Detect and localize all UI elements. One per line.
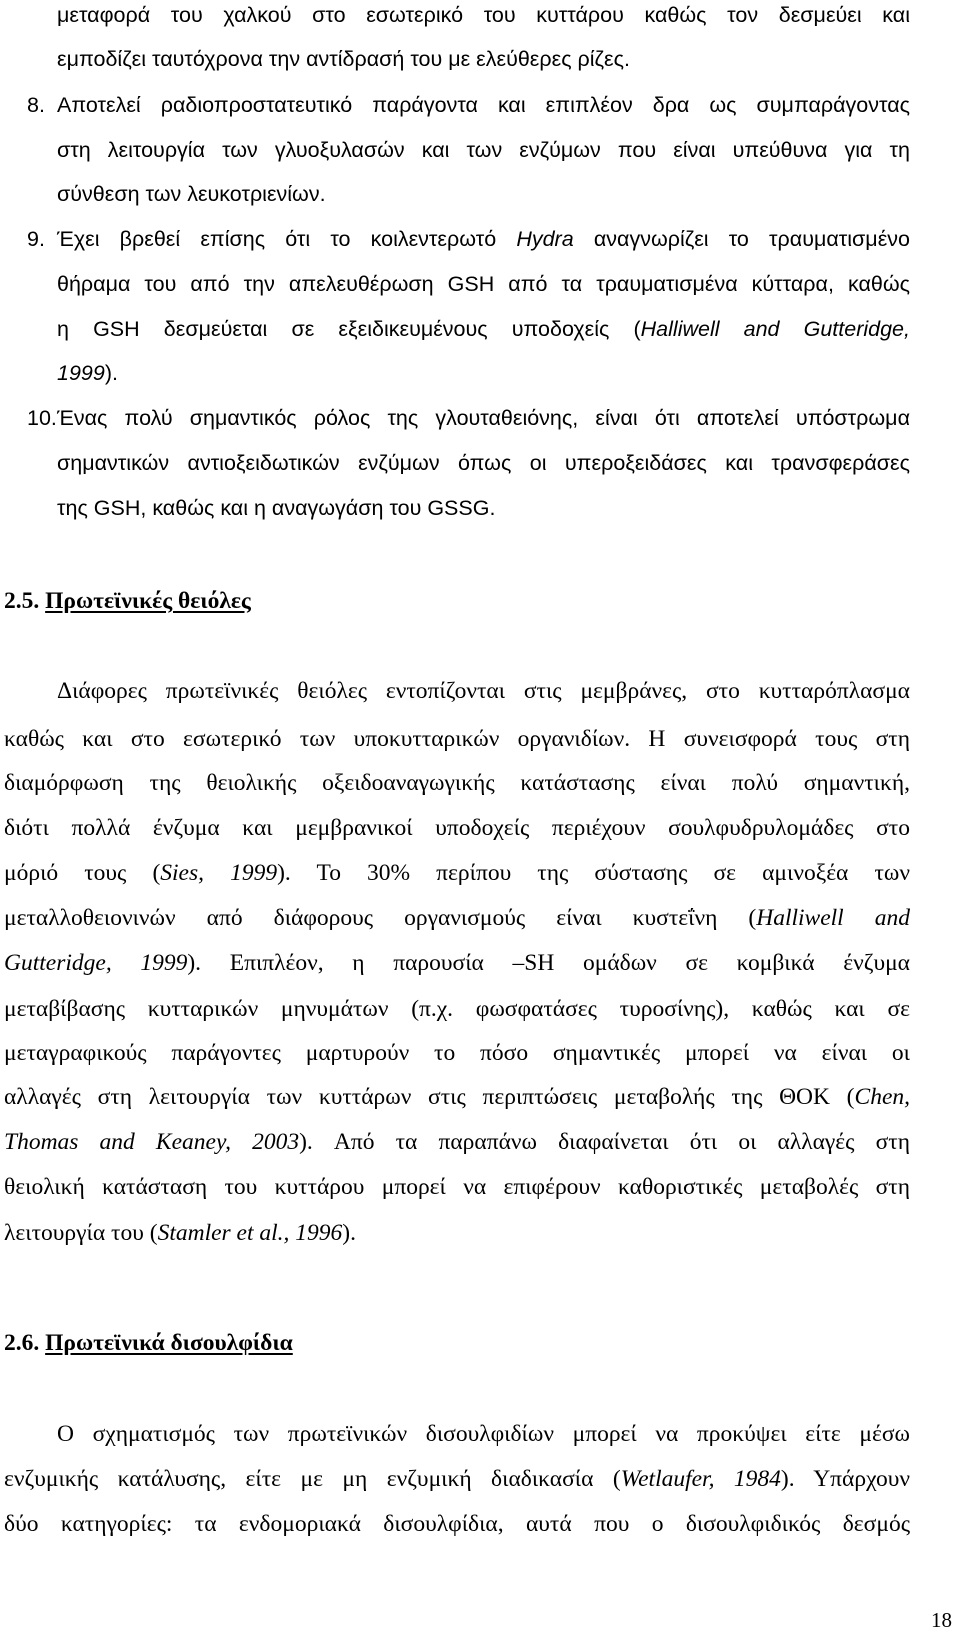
section-2-5-line-13: λειτουργία του (Stamler et al., 1996). <box>4 1220 356 1246</box>
list-item-9-line-2: θήραμα του από την απελευθέρωση GSH από τα τραυματισμένα κύτταρα, καθώς <box>57 272 910 296</box>
citation: Sies, 1999 <box>160 860 278 886</box>
list-item-8-line-2: στη λειτουργία των γλυοξυλασών και των ενζύμων που είναι υπεύθυνα για τη <box>57 138 910 162</box>
section-2-5-line-11: Thomas and Keaney, 2003). Από τα παραπάνω διαφαίνεται ότι οι αλλαγές στη <box>4 1129 911 1155</box>
section-heading-2-6: 2.6. Πρωτεϊνικά δισουλφίδια <box>4 1330 293 1356</box>
section-2-5-line-7: Gutteridge, 1999). Επιπλέον, η παρουσία –SH ομάδων σε κομβικά ένζυμα <box>4 950 910 976</box>
list-item-10-line-2: σημαντικών αντιοξειδωτικών ενζύμων όπως οι υπεροξειδάσες και τρανσφεράσες <box>57 451 910 475</box>
list-item-10-line-3: της GSH, καθώς και η αναγωγάση του GSSG. <box>57 496 496 520</box>
section-2-6-line-3: δύο κατηγορίες: τα ενδομοριακά δισουλφίδια, αυτά που ο δισουλφιδικός δεσμός <box>4 1511 910 1537</box>
organism-name: Hydra <box>516 227 574 251</box>
citation: Gutteridge, 1999 <box>4 950 188 976</box>
section-2-5-line-8: μεταβίβασης κυτταρικών μηνυμάτων (π.χ. φωσφατάσες τυροσίνης), καθώς και σε <box>4 996 910 1022</box>
page-number: 18 <box>931 1608 952 1632</box>
citation-year: 1999 <box>57 361 105 385</box>
citation: Stamler et al., 1996 <box>157 1220 343 1246</box>
list-item-8-number: 8. <box>27 93 45 117</box>
section-2-6-line-1: Ο σχηματισμός των πρωτεϊνικών δισουλφιδίων μπορεί να προκύψει είτε μέσω <box>57 1421 910 1447</box>
section-2-5-line-6: μεταλλοθειονινών από διάφορους οργανισμούς είναι κυστεΐνη (Halliwell and <box>4 905 910 931</box>
citation: Halliwell and Gutteridge, <box>640 317 910 341</box>
list-item-9-line-4: 1999). <box>57 361 118 385</box>
citation: Chen, <box>854 1084 910 1110</box>
list-item-7-line-1: μεταφορά του χαλκού στο εσωτερικό του κυττάρου καθώς τον δεσμεύει και <box>57 3 910 27</box>
section-2-6-line-2: ενζυμικής κατάλυσης, είτε με μη ενζυμική διαδικασία (Wetlaufer, 1984). Υπάρχουν <box>4 1466 910 1492</box>
section-2-5-line-12: θειολική κατάσταση του κυττάρου μπορεί να επιφέρουν καθοριστικές μεταβολές στη <box>4 1174 910 1200</box>
citation: Halliwell and <box>756 905 910 931</box>
section-2-5-line-9: μεταγραφικούς παράγοντες μαρτυρούν το πόσο σημαντικές μπορεί να είναι οι <box>4 1040 910 1066</box>
citation: Wetlaufer, 1984 <box>620 1466 781 1492</box>
list-item-9-number: 9. <box>27 227 45 251</box>
list-item-8-line-1: 8. Αποτελεί ραδιοπροστατευτικό παράγοντα και επιπλέον δρα ως συμπαράγοντας <box>27 93 910 117</box>
section-2-5-line-5: μόριό τους (Sies, 1999). Το 30% περίπου της σύστασης σε αμινοξέα των <box>4 860 910 886</box>
list-item-9-line-1: 9. Έχει βρεθεί επίσης ότι το κοιλεντερωτό Hydra αναγνωρίζει το τραυματισμένο <box>27 227 910 251</box>
section-2-5-line-1: Διάφορες πρωτεϊνικές θειόλες εντοπίζονται στις μεμβράνες, στο κυτταρόπλασμα <box>57 678 910 704</box>
section-heading-2-5: 2.5. Πρωτεϊνικές θειόλες <box>4 588 251 614</box>
list-item-10-line-1: 10.Ένας πολύ σημαντικός ρόλος της γλουταθειόνης, είναι ότι αποτελεί υπόστρωμα <box>27 406 910 430</box>
list-item-7-line-2: εμποδίζει ταυτόχρονα την αντίδρασή του με ελεύθερες ρίζες. <box>57 47 630 71</box>
section-2-5-line-3: διαμόρφωση της θειολικής οξειδοαναγωγικής κατάστασης είναι πολύ σημαντική, <box>4 770 910 796</box>
list-item-10-number: 10. <box>27 406 57 430</box>
list-item-8-line-3: σύνθεση των λευκοτριενίων. <box>57 182 326 206</box>
list-item-9-line-3: η GSH δεσμεύεται σε εξειδικευμένους υποδοχείς (Halliwell and Gutteridge, <box>57 317 910 341</box>
section-2-5-line-2: καθώς και στο εσωτερικό των υποκυτταρικών οργανιδίων. Η συνεισφορά τους στη <box>4 726 910 752</box>
section-2-5-line-10: αλλαγές στη λειτουργία των κυττάρων στις περιπτώσεις μεταβολής της ΘΟΚ (Chen, <box>4 1084 910 1110</box>
citation: Thomas and Keaney, 2003 <box>4 1129 300 1155</box>
section-2-5-line-4: διότι πολλά ένζυμα και μεμβρανικοί υποδοχείς περιέχουν σουλφυδρυλομάδες στο <box>4 815 910 841</box>
